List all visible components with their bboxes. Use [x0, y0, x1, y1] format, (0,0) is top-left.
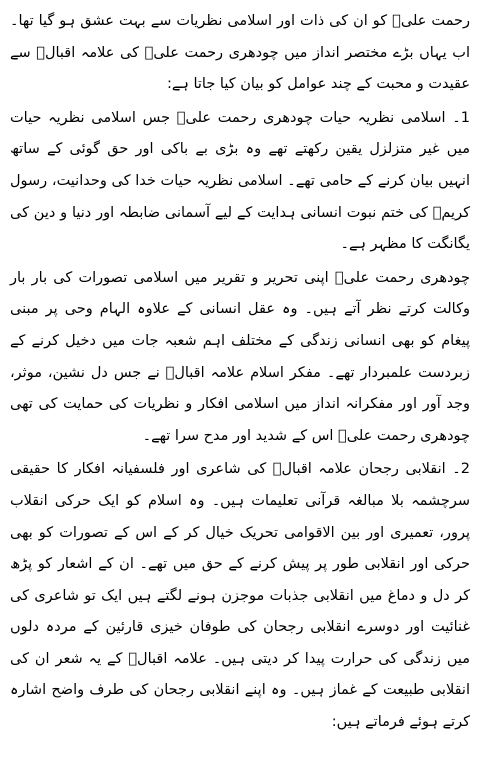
islamic-ideology-paragraph: 1۔ اسلامی نظریہ حیات چودھری رحمت علیؒ جس اسلامی نظریہ حیات میں غیر متزلزل یقین رکھتے تھے وہ بڑی بے باکی اور حق گوئی کے ساتھ انہیں بیان کرنے کے حامی تھے۔ اسلامی نظریہ حیات خدا کی وحدانیت، رسول کریمؐ کی ختم نبوت انسانی ہدایت کے لیے آسمانی ضابطہ اور دنیا و دین کی یگانگت کا مظہر ہے۔ [10, 109, 470, 253]
intro-paragraph: رحمت علیؒ کو ان کی ذات اور اسلامی نظریات سے بہت عشق ہو گیا تھا۔ اب یہاں بڑے مختصر انداز میں چودھری رحمت علیؒ کی علامہ اقبالؒ سے عقیدت و محبت کے چند عوامل کو بیان کیا جاتا ہے: [10, 13, 470, 93]
advocacy-paragraph: چودھری رحمت علیؒ اپنی تحریر و تقریر میں اسلامی تصورات کی بار بار وکالت کرتے نظر آتے ہیں۔ وہ عقل انسانی کے علاوہ الہام وحی پر مبنی پیغام کو بھی انسانی زندگی کے مختلف اہم شعبہ جات میں دخیل کرنے کے زبردست علمبردار تھے۔ مفکر اسلام علامہ اقبالؒ نے جس دل نشین، موثر، وجد آور اور مفکرانہ انداز میں اسلامی افکار و نظریات کی حمایت کی تھی چودھری رحمت علیؒ اس کے شدید اور مدح سرا تھے۔ [10, 269, 470, 444]
revolutionary-trend-paragraph: 2۔ انقلابی رجحان علامہ اقبالؒ کی شاعری اور فلسفیانہ افکار کا حقیقی سرچشمہ بلا مبالغہ قرآنی تعلیمات ہیں۔ وہ اسلام کو ایک حرکی انقلاب پرور، تعمیری اور بین الاقوامی تحریک خیال کر کے اس کے تصورات کو بھی حرکی اور انقلابی طور پر پیش کرنے کے حق میں تھے۔ ان کے اشعار کو پڑھ کر دل و دماغ میں انقلابی جذبات موجزن ہونے لگتے ہیں ایک تو شاعری کی غنائیت اور دوسرے انقلابی رجحان کی طوفان خیزی قارئین کے مردہ دلوں میں زندگی کی حرارت پیدا کر دیتی ہیں۔ علامہ اقبالؒ کے یہ شعر ان کی انقلابی طبیعت کے غماز ہیں۔ وہ اپنے انقلابی رجحان کی طرف واضح اشارہ کرتے ہوئے فرماتے ہیں: [10, 461, 470, 731]
